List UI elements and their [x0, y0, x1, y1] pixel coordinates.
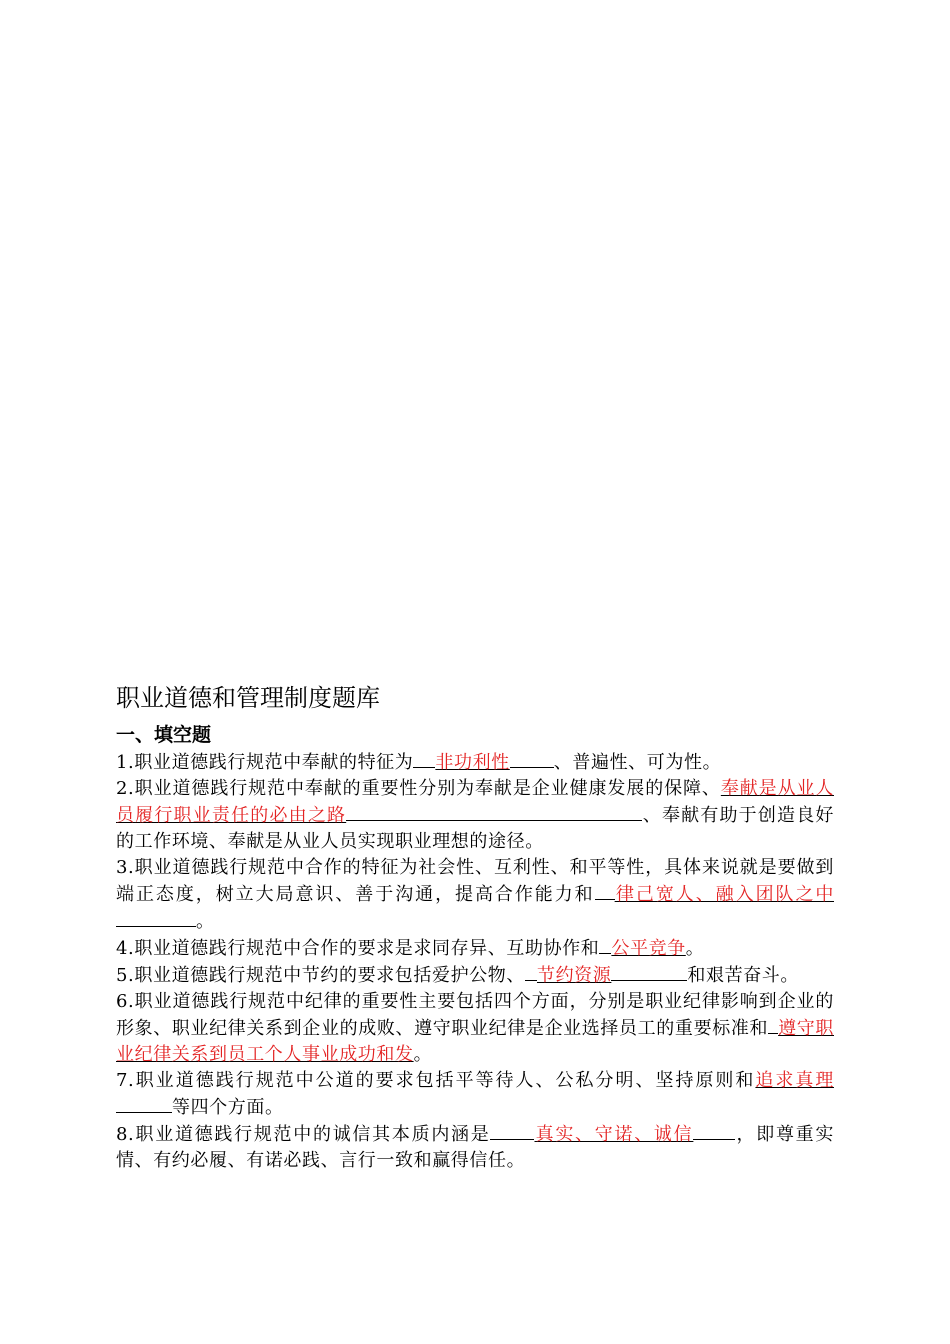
question-4: [116, 935, 834, 962]
question-text: 8.职业道德践行规范中的诚信其本质内涵是: [116, 1124, 491, 1145]
question-text: 。: [413, 1044, 433, 1065]
answer-text: 节约资源: [536, 965, 612, 986]
document-title: 职业道德和管理制度题库: [116, 684, 380, 712]
answer-blank-lead: [599, 935, 611, 954]
question-text: 7.职业道德践行规范中公道的要求包括平等待人、公私分明、坚持原则和: [116, 1070, 756, 1091]
answer-blank-lead: [768, 1015, 778, 1034]
question-3: [116, 855, 834, 935]
answer-text: 律己宽人、融入团队之中: [614, 884, 834, 905]
question-text: ，即尊重实情、有约必履、有诺必践、言行一致和赢得信任。: [116, 1124, 834, 1171]
question-5: [116, 962, 834, 989]
question-text: 5.职业道德践行规范中节约的要求包括爱护公物、: [116, 965, 525, 986]
answer-text: 真实、守诺、诚信: [534, 1124, 694, 1145]
question-text: 等四个方面。: [172, 1097, 284, 1118]
answer-text: 奉献是从业人员履行职业责任的必由之路: [116, 778, 834, 826]
question-text: 2.职业道德践行规范中奉献的重要性分别为奉献是企业健康发展的保障、: [116, 778, 721, 799]
answer-blank-lead: [413, 749, 435, 768]
answer-blank-trail: [116, 908, 196, 927]
question-7: [116, 1068, 834, 1121]
answer-blank-lead: [490, 1121, 534, 1140]
question-text: 。: [196, 911, 215, 932]
answer-text: 追求真理: [755, 1070, 834, 1091]
question-1: [116, 749, 834, 776]
question-text: 和艰苦奋斗。: [687, 965, 799, 986]
question-text: 、普遍性、可为性。: [553, 752, 722, 773]
answer-blank-lead: [595, 881, 615, 900]
answer-text: 遵守职业纪律关系到员工个人事业成功和发: [116, 1018, 834, 1065]
question-8: [116, 1121, 834, 1174]
answer-text: 公平竞争: [611, 938, 686, 959]
answer-blank-trail: [346, 802, 642, 821]
question-text: 。: [685, 938, 705, 959]
question-text: 、奉献有助于创造良好的工作环境、奉献是从业人员实现职业理想的途径。: [116, 805, 835, 852]
answer-blank-trail: [693, 1121, 735, 1140]
answer-blank-trail: [611, 962, 687, 981]
question-text: 4.职业道德践行规范中合作的要求是求同存异、互助协作和: [116, 938, 600, 959]
question-text: 3.职业道德践行规范中合作的特征为社会性、互利性、和平等性，具体来说就是要做到端正态度，树立大局意识、善于沟通，提高合作能力和: [116, 857, 834, 905]
section-heading: 一、填空题: [116, 724, 212, 746]
question-text: 6.职业道德践行规范中纪律的重要性主要包括四个方面，分别是职业纪律影响到企业的形象、职业纪律关系到企业的成败、遵守职业纪律是企业选择员工的重要标准和: [116, 991, 834, 1039]
document-content: [116, 683, 834, 1174]
answer-blank-trail: [510, 749, 554, 768]
answer-text: 非功利性: [435, 752, 510, 773]
answer-blank-lead: [525, 962, 537, 981]
answer-blank-trail: [116, 1094, 172, 1113]
question-text: 1.职业道德践行规范中奉献的特征为: [116, 752, 414, 773]
question-6: [116, 989, 834, 1068]
question-2: [116, 776, 834, 855]
